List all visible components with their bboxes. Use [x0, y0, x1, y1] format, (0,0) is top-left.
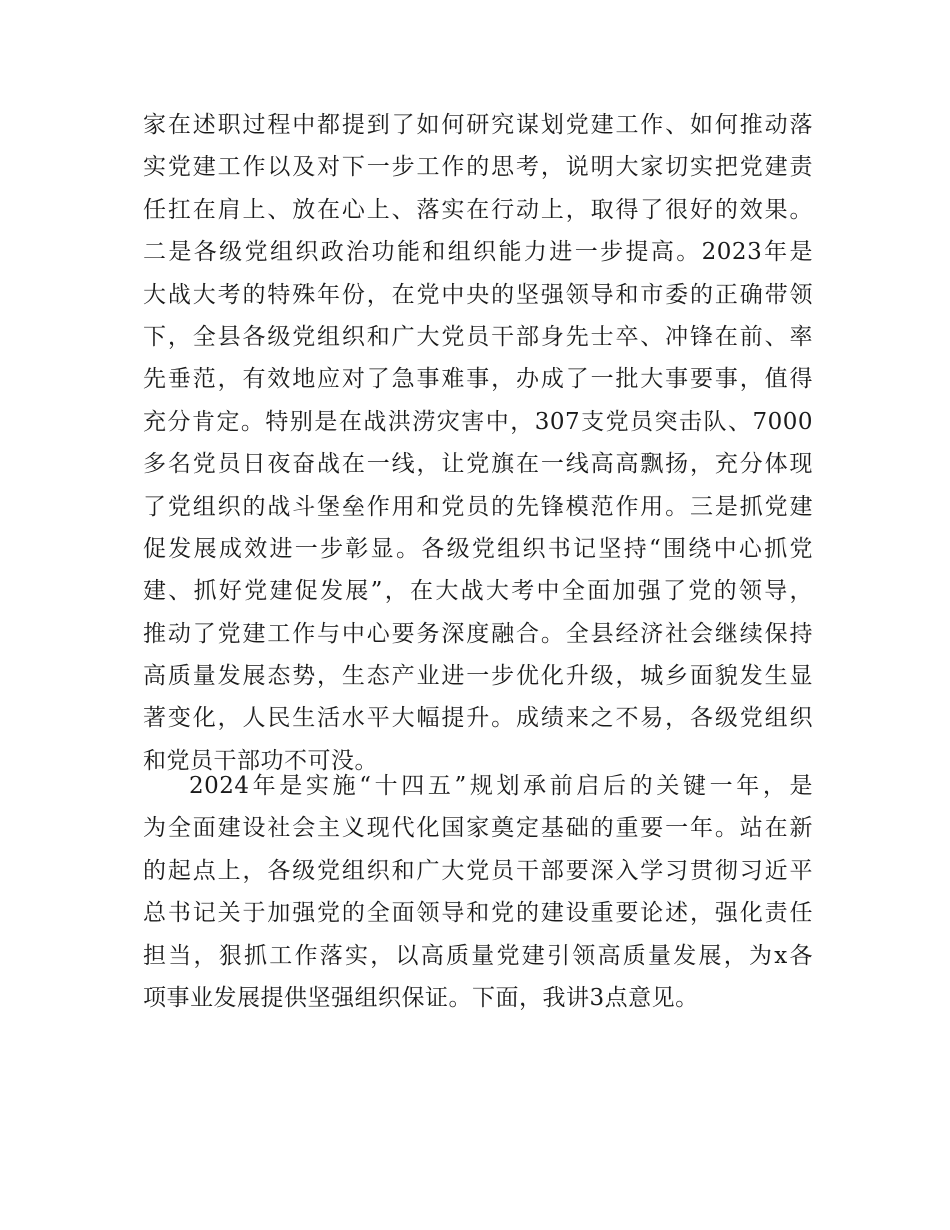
text-line: 2024年是实施“十四五”规划承前启后的关键一年，是: [189, 773, 813, 799]
paragraph-achievements: [143, 104, 813, 782]
text-line: 建、抓好党建促发展”，在大战大考中全面加强了党的领导，: [143, 578, 813, 605]
text-line: 二是各级党组织政治功能和组织能力进一步提高。2023年是: [143, 239, 813, 266]
text-line: 大战大考的特殊年份，在党中央的坚强领导和市委的正确带领: [143, 281, 813, 308]
text-line: 多名党员日夜奋战在一线，让党旗在一线高高飘扬，充分体现: [143, 451, 813, 478]
text-line: 任扛在肩上、放在心上、落实在行动上，取得了很好的效果。: [143, 196, 813, 223]
text-line: 了党组织的战斗堡垒作用和党员的先锋模范作用。三是抓党建: [143, 493, 813, 520]
text-line: 高质量发展态势，生态产业进一步优化升级，城乡面貌发生显: [143, 663, 813, 690]
text-line: 为全面建设社会主义现代化国家奠定基础的重要一年。站在新: [143, 815, 813, 842]
text-line: 下，全县各级党组织和广大党员干部身先士卒、冲锋在前、率: [143, 323, 813, 350]
text-line: 担当，狠抓工作落实，以高质量党建引领高质量发展，为x各: [143, 942, 813, 969]
text-line: 促发展成效进一步彰显。各级党组织书记坚持“围绕中心抓党: [143, 535, 813, 562]
paragraph-outlook: [143, 765, 813, 1019]
text-line: 的起点上，各级党组织和广大党员干部要深入学习贯彻习近平: [143, 857, 813, 884]
text-line: 充分肯定。特别是在战洪涝灾害中，307支党员突击队、7000: [143, 408, 813, 435]
text-line: 实党建工作以及对下一步工作的思考，说明大家切实把党建责: [143, 154, 813, 181]
text-line: 先垂范，有效地应对了急事难事，办成了一批大事要事，值得: [143, 366, 813, 393]
text-line: 推动了党建工作与中心要务深度融合。全县经济社会继续保持: [143, 620, 813, 647]
text-line: 家在述职过程中都提到了如何研究谋划党建工作、如何推动落: [143, 112, 813, 138]
text-line: 和党员干部功不可没。: [143, 747, 378, 774]
text-line: 总书记关于加强党的全面领导和党的建设重要论述，强化责任: [143, 900, 813, 927]
text-line: 著变化，人民生活水平大幅提升。成绩来之不易，各级党组织: [143, 705, 813, 732]
text-line: 项事业发展提供坚强组织保证。下面，我讲3点意见。: [143, 984, 699, 1011]
